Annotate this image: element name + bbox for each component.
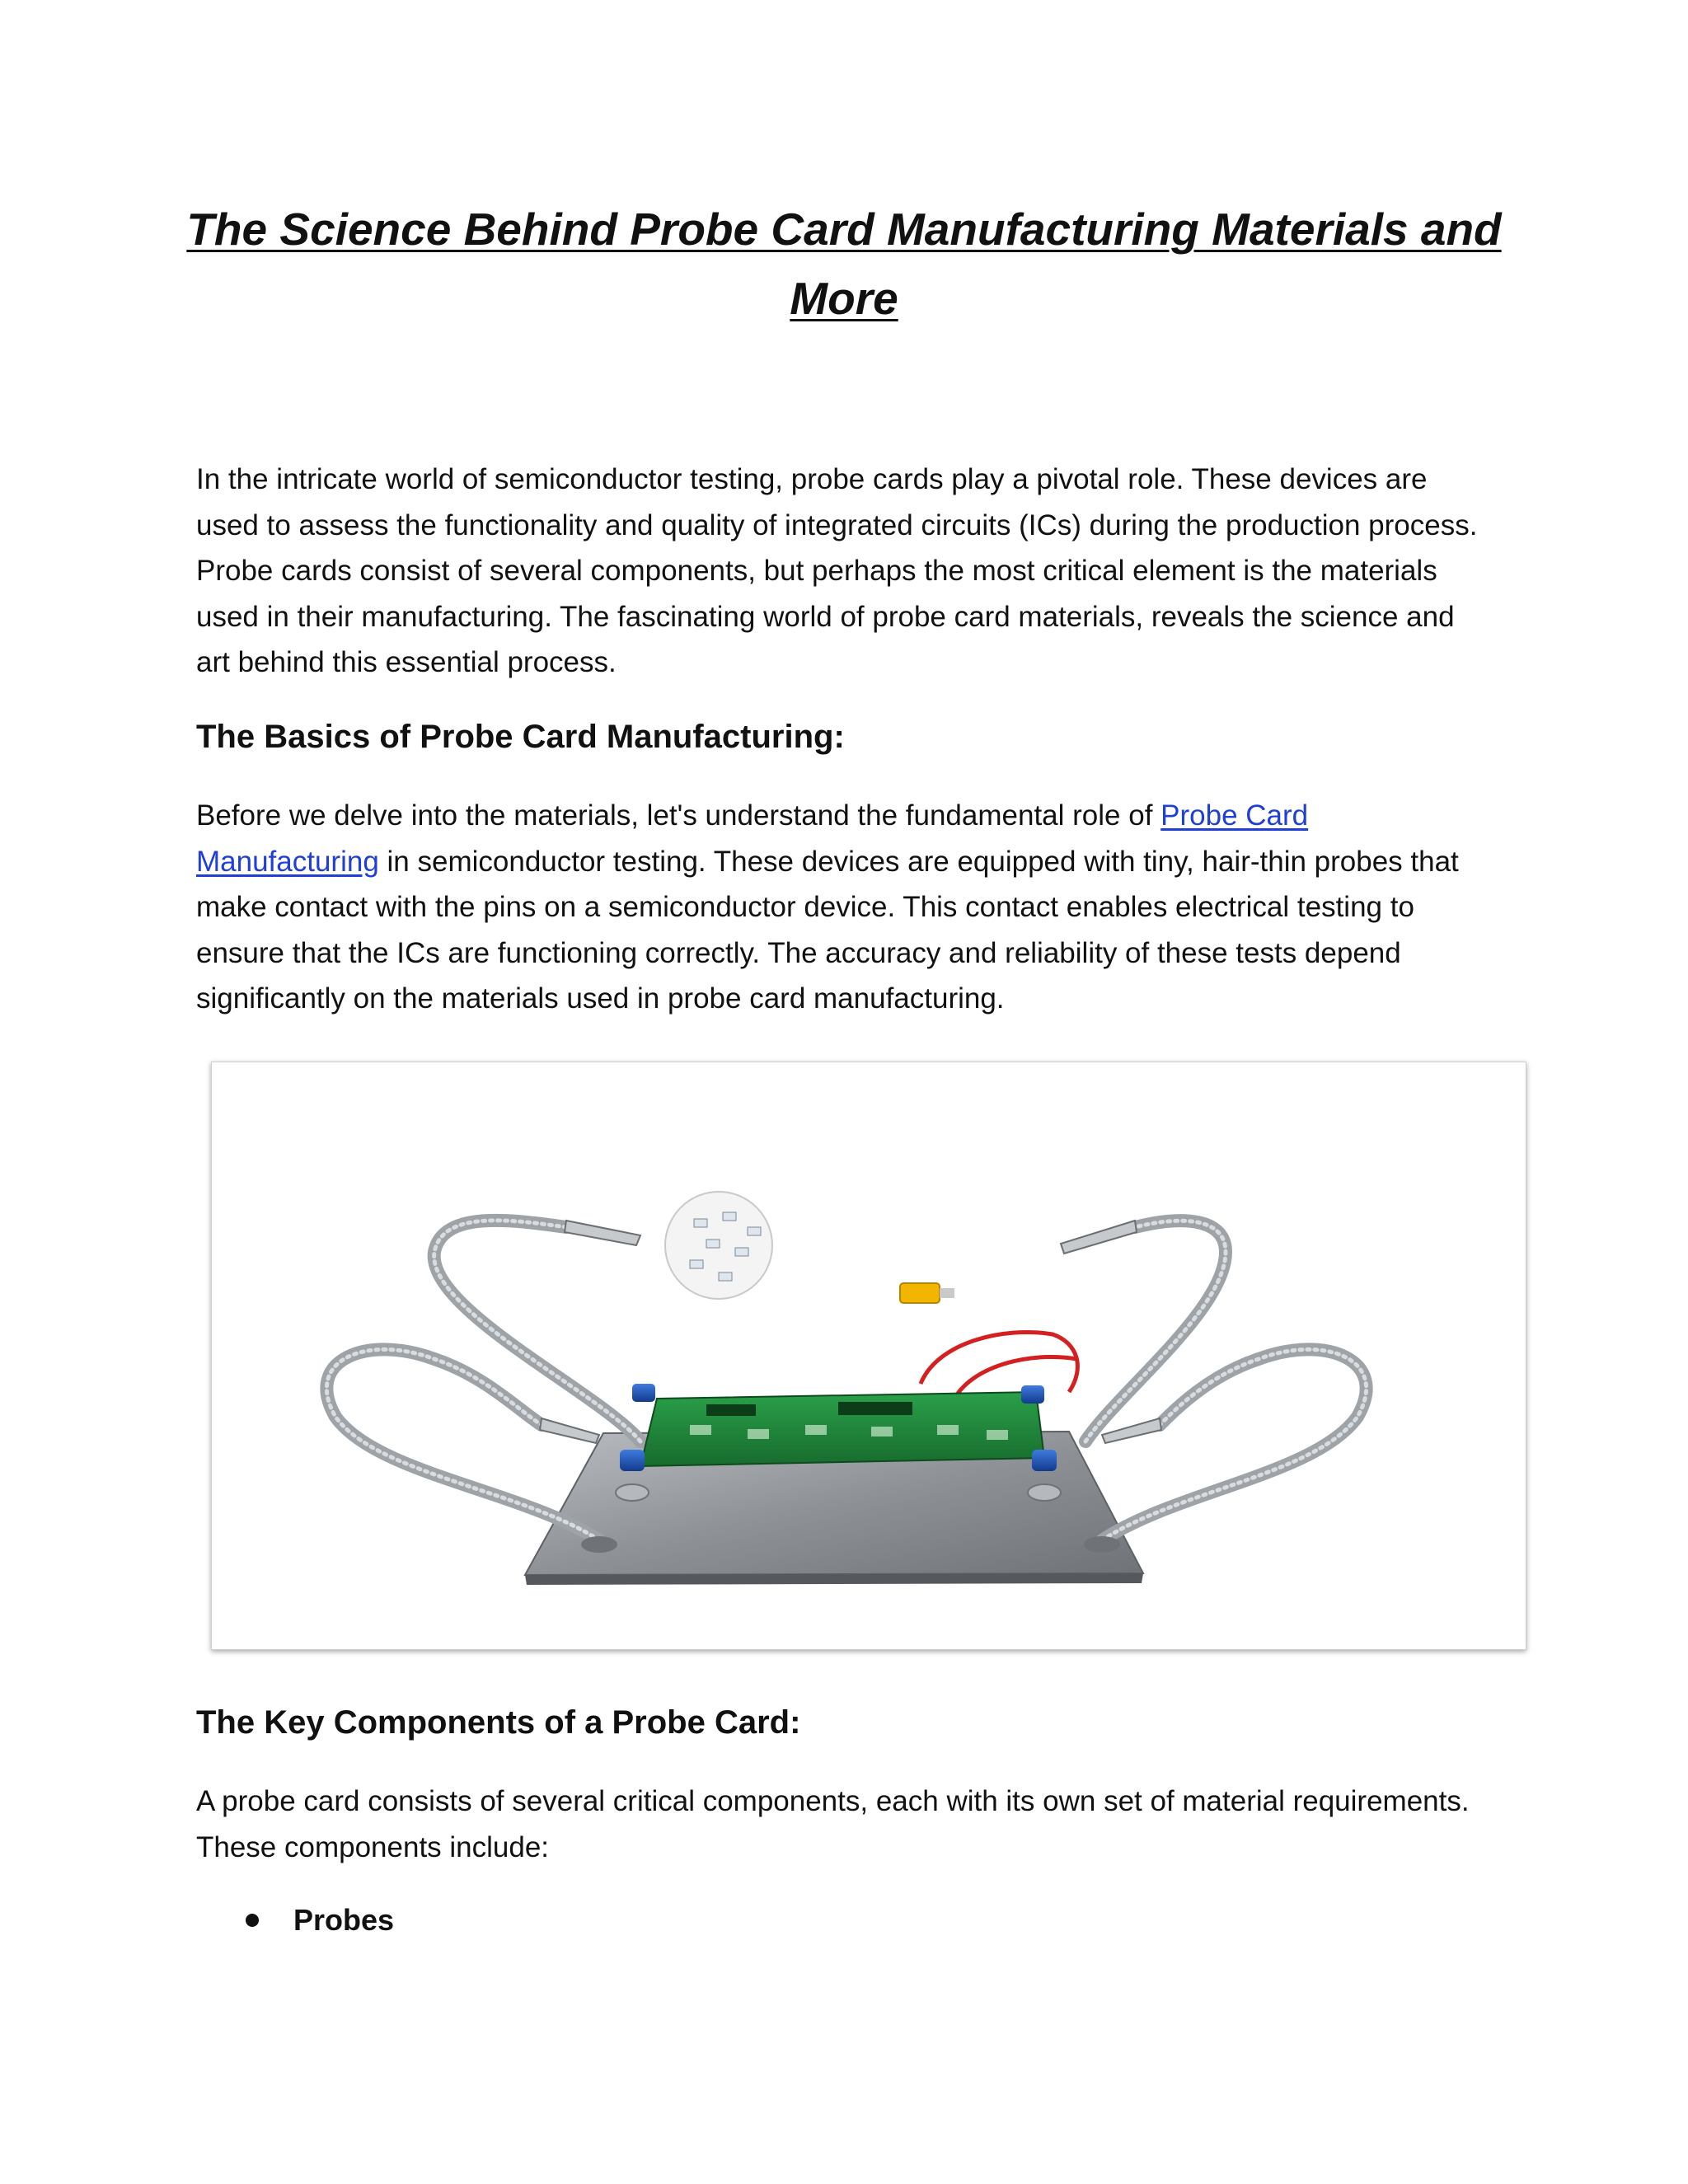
probe-card-manufacturing-link[interactable]: Probe Card Manufacturing [196, 799, 1309, 878]
probe-station-photo [211, 1062, 1526, 1650]
section-heading-key-components: The Key Components of a Probe Card: [196, 1704, 801, 1741]
bullet-dot-icon [246, 1914, 259, 1927]
section-heading-basics: The Basics of Probe Card Manufacturing: [196, 719, 845, 755]
list-item-label: Probes [293, 1903, 395, 1937]
key-components-paragraph: A probe card consists of several critical components, each with its own set of material requirements. These components include: [196, 1785, 1470, 1863]
yellow-connector [900, 1283, 940, 1303]
page-title: The Science Behind Probe Card Manufacturing Materials and More [186, 204, 1502, 324]
basics-text-after-link: in semiconductor testing. These devices are equipped with tiny, hair-thin probes that make contact with the pins on a semiconductor device. This contact enables electrical testing to ensure that the ICs are functioning correctly. The accuracy and reliability of these tests depend significantly on the materials used in probe card manufacturing. [196, 845, 1459, 1015]
basics-paragraph [196, 793, 1482, 1022]
intro-paragraph: In the intricate world of semiconductor testing, probe cards play a pivotal role. These devices are used to assess the functionality and quality of integrated circuits (ICs) during the production process. Probe cards consist of several components, but perhaps the most critical element is the materials used in their manufacturing. The fascinating world of probe card materials, reveals the science and art behind this essential process. [196, 463, 1478, 678]
red-wires [921, 1333, 1077, 1401]
list-item [196, 1897, 394, 1943]
helping-hands-illustration [212, 1062, 1526, 1649]
basics-text-before-link: Before we delve into the materials, let's understand the fundamental role of [196, 799, 1161, 832]
components-list [196, 1897, 394, 1943]
